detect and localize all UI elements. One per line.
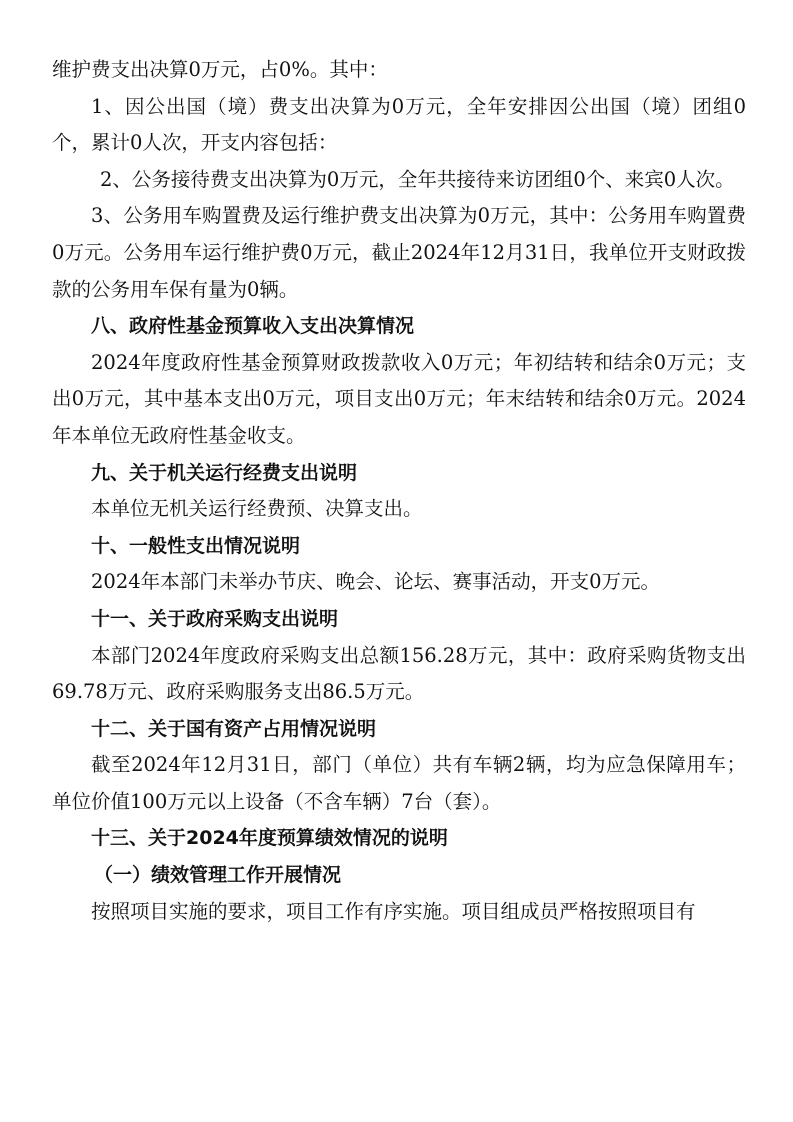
paragraph-maintenance-fee: 维护费支出决算0万元，占0%。其中： [52,58,388,81]
paragraph-official-vehicles: 3、公务用车购置费及运行维护费支出决算为0万元，其中：公务用车购置费0万元。公务用车运行维护费0万元，截止2024年12月31日，我单位开支财政拨款的公务用车保有量为0辆。 [52,204,746,301]
paragraph-overseas-travel: 1、因公出国（境）费支出决算为0万元，全年安排因公出国（境）团组0个，累计0人次，开支内容包括： [52,94,746,155]
heading-section-10: 十、一般性支出情况说明 [91,534,301,557]
paragraph-procurement: 本部门2024年度政府采购支出总额156.28万元，其中：政府采购货物支出69.78万元、政府采购服务支出86.5万元。 [52,643,746,704]
paragraph-state-assets: 截至2024年12月31日，部门（单位）共有车辆2辆，均为应急保障用车；单位价值100万元以上设备（不含车辆）7台（套）。 [52,753,746,813]
paragraph-operating-expenses: 本单位无机关运行经费预、决算支出。 [91,497,423,521]
paragraph-government-fund: 2024年度政府性基金预算财政拨款收入0万元；年初结转和结余0万元；支出0万元，其中基本支出0万元，项目支出0万元；年末结转和结余0万元。2024年本单位无政府性基金收支。 [52,350,746,447]
heading-section-11: 十一、关于政府采购支出说明 [91,607,339,630]
paragraph-general-expenses: 2024年本部门未举办节庆、晚会、论坛、赛事活动，开支0万元。 [91,570,661,594]
heading-section-12: 十二、关于国有资产占用情况说明 [91,717,377,740]
heading-section-9: 九、关于机关运行经费支出说明 [91,461,358,484]
paragraph-reception: 2、公务接待费支出决算为0万元，全年共接待来访团组0个、来宾0人次。 [100,167,735,191]
heading-section-13: 十三、关于2024年度预算绩效情况的说明 [91,827,448,850]
paragraph-performance-management: 按照项目实施的要求，项目工作有序实施。项目组成员严格按照项目有 [91,899,696,923]
heading-section-8: 八、政府性基金预算收入支出决算情况 [91,315,415,338]
document-page [52,52,746,930]
heading-subsection-13-1: （一）绩效管理工作开展情况 [94,864,342,887]
